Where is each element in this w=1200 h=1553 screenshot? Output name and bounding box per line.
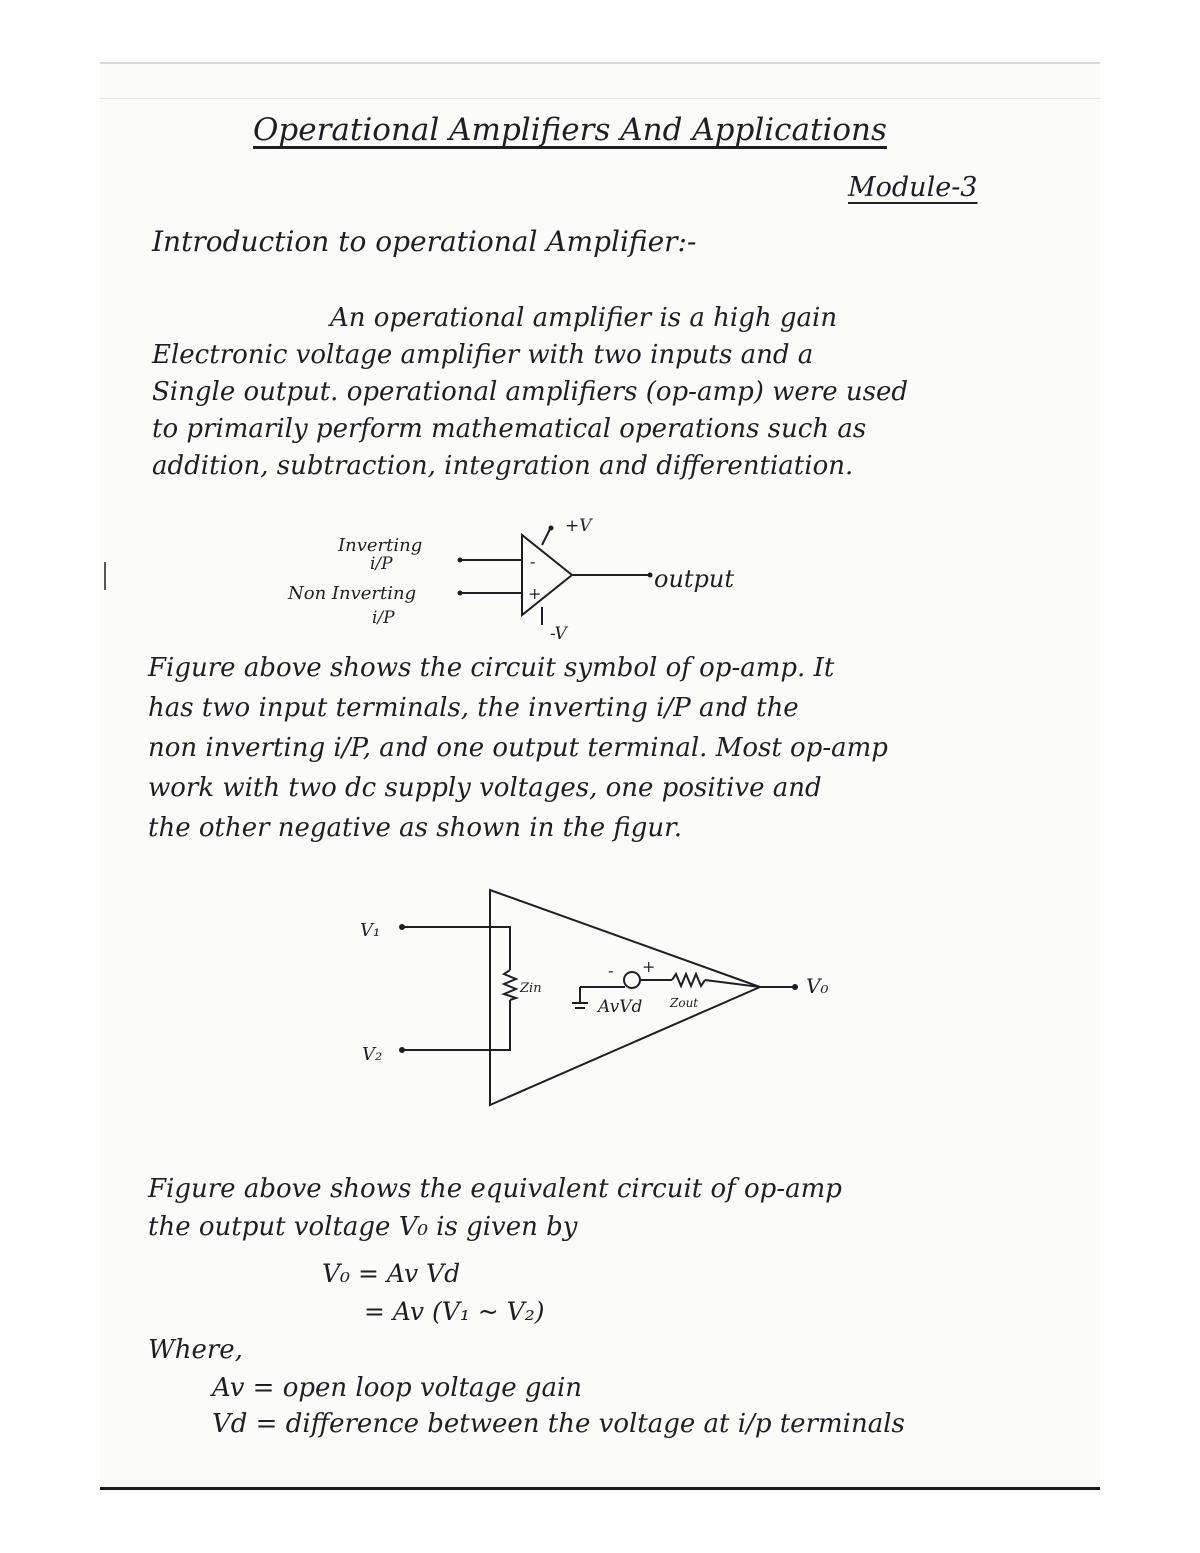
voltage-source (624, 972, 640, 988)
output-equations (322, 1255, 545, 1331)
symbol-paragraph (148, 648, 888, 848)
zin-resistor (504, 970, 516, 1000)
output-label: output (654, 565, 735, 593)
intro-line: An operational amplifier is a high gain (330, 303, 838, 333)
symbol-line: non inverting i/P, and one output terminal. Most op-amp (148, 733, 888, 763)
symbol-line: work with two dc supply voltages, one positive and (148, 773, 822, 803)
equivalent-line: Figure above shows the equivalent circuit of op-amp (148, 1174, 842, 1204)
definition-line: Av = open loop voltage gain (212, 1373, 583, 1403)
output-node (648, 573, 653, 578)
section-heading: Introduction to operational Amplifier:- (152, 225, 697, 258)
margin-mark (104, 562, 106, 590)
v1-node (399, 924, 405, 930)
non-inverting-label: Non Inverting (288, 583, 417, 604)
v1-wire (402, 927, 510, 970)
v2-node (399, 1047, 405, 1053)
where-label: Where, (148, 1335, 243, 1365)
positive-supply-label: +V (565, 516, 592, 536)
symbol-line: the other negative as shown in the figur. (148, 813, 683, 843)
opamp-triangle (522, 535, 572, 615)
v2-label: V₂ (362, 1044, 383, 1065)
intro-line: Single output. operational amplifiers (op-amp) were used (152, 377, 909, 407)
non-inverting-input-node (458, 591, 463, 596)
avvd-label: AvVd (598, 997, 643, 1017)
vo-node (792, 984, 798, 990)
vo-label: V₀ (806, 974, 829, 998)
definition-line: Vd = difference between the voltage at i/p terminals (212, 1409, 905, 1439)
intro-line: to primarily perform mathematical operations such as (152, 414, 867, 444)
equation-line: V₀ = Av Vd (322, 1259, 461, 1288)
page-title: Operational Amplifiers And Applications (253, 112, 887, 148)
equation-line: = Av (V₁ ~ V₂) (364, 1297, 545, 1326)
definitions (212, 1370, 905, 1442)
zin-label: Zin (520, 981, 542, 996)
symbol-line: Figure above shows the circuit symbol of op-amp. It (148, 653, 835, 683)
symbol-line: has two input terminals, the inverting i/P and the (148, 693, 799, 723)
module-label: Module-3 (848, 172, 978, 203)
plus-terminal-sign: + (528, 584, 542, 603)
v2-wire (402, 1000, 510, 1050)
v1-label: V₁ (360, 920, 381, 941)
equivalent-circuit-figure (340, 880, 860, 1120)
intro-paragraph (152, 300, 908, 485)
equivalent-paragraph (148, 1170, 842, 1246)
intro-line: addition, subtraction, integration and differentiation. (152, 451, 854, 481)
minus-terminal-sign: - (530, 552, 536, 571)
inverting-input-node (458, 558, 463, 563)
positive-supply-wire (542, 529, 550, 545)
source-minus-sign: - (608, 961, 614, 980)
source-plus-sign: + (642, 957, 656, 976)
zout-resistor (672, 974, 705, 986)
negative-supply-label: -V (550, 624, 567, 644)
page-rule (100, 98, 1100, 99)
non-inverting-sub-label: i/P (372, 608, 395, 628)
inverting-label: Inverting (338, 535, 423, 556)
equivalent-line: the output voltage V₀ is given by (148, 1212, 578, 1242)
inverting-sub-label: i/P (370, 554, 393, 574)
intro-line: Electronic voltage amplifier with two inputs and a (152, 340, 814, 370)
zout-label: Zout (670, 996, 699, 1010)
opamp-symbol-figure (280, 515, 800, 645)
supply-node (549, 526, 554, 531)
